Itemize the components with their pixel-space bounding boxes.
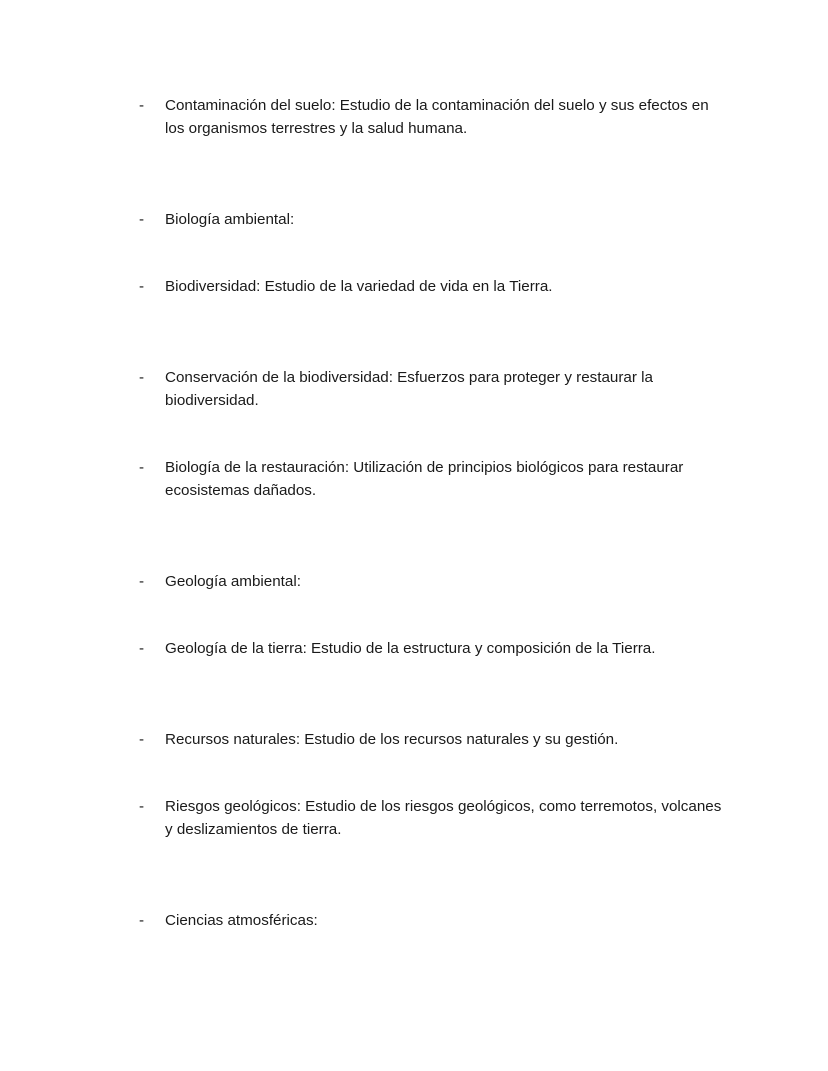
list-item-text: Geología de la tierra: Estudio de la estructura y composición de la Tierra. <box>165 640 656 657</box>
list-item <box>138 366 728 412</box>
list-item-text: Contaminación del suelo: Estudio de la contaminación del suelo y sus efectos en los organismos terrestres y la salud humana. <box>165 97 709 137</box>
list-bullet: - <box>139 731 145 748</box>
list-item <box>138 275 728 298</box>
list-item-text: Conservación de la biodiversidad: Esfuerzos para proteger y restaurar la biodiversidad. <box>165 369 653 409</box>
list-item <box>138 208 728 231</box>
list-bullet: - <box>139 459 145 476</box>
list-item-text: Geología ambiental: <box>165 573 301 590</box>
list-item <box>138 456 728 502</box>
list-item <box>138 909 728 932</box>
list-item <box>138 637 728 660</box>
list-item-text: Recursos naturales: Estudio de los recursos naturales y su gestión. <box>165 731 619 748</box>
list-item <box>138 94 728 140</box>
list-item <box>138 728 728 751</box>
list-item-text: Biodiversidad: Estudio de la variedad de vida en la Tierra. <box>165 278 553 295</box>
list-item <box>138 795 728 841</box>
list-bullet: - <box>139 912 145 929</box>
list-bullet: - <box>139 369 145 386</box>
list-item <box>138 570 728 593</box>
list-bullet: - <box>139 798 145 815</box>
list-bullet: - <box>139 211 145 228</box>
list-item-text: Biología de la restauración: Utilización de principios biológicos para restaurar ecosistemas dañados. <box>165 459 684 499</box>
list-bullet: - <box>139 573 145 590</box>
list-item-text: Ciencias atmosféricas: <box>165 912 318 929</box>
list-item-text: Riesgos geológicos: Estudio de los riesgos geológicos, como terremotos, volcanes y deslizamientos de tierra. <box>165 798 722 838</box>
list-item-text: Biología ambiental: <box>165 211 295 228</box>
list-bullet: - <box>139 97 145 114</box>
list-bullet: - <box>139 278 145 295</box>
list-bullet: - <box>139 640 145 657</box>
